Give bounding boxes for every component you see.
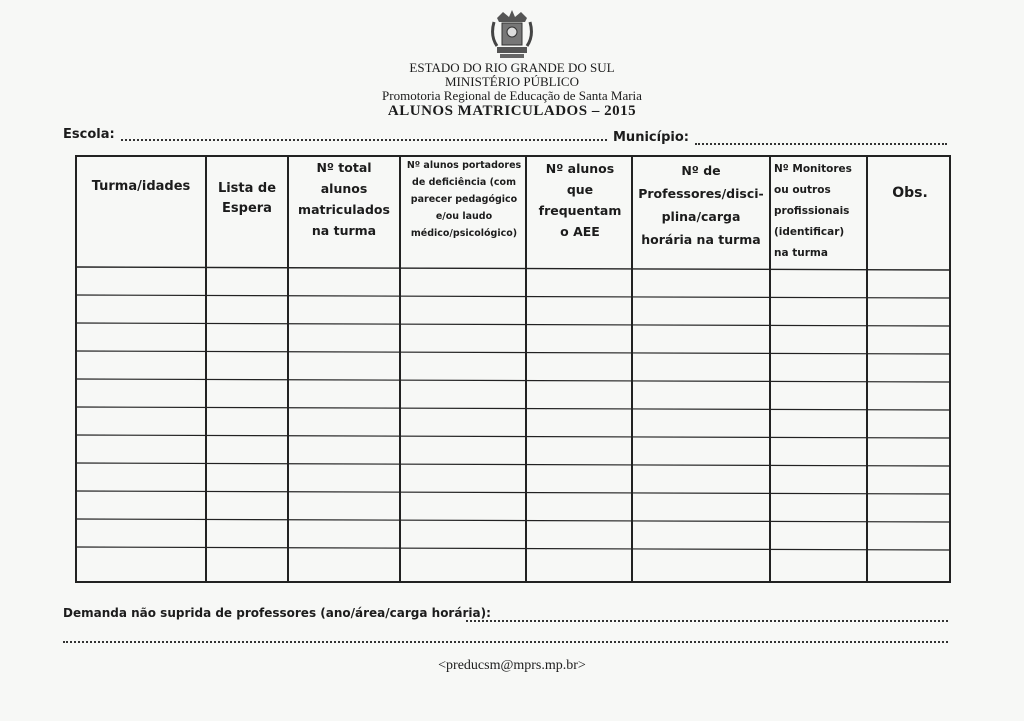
header-ministry: MINISTÉRIO PÚBLICO <box>445 74 579 89</box>
col-header-deficiencia: Nº alunos portadores de deficiência (com parecer pedagógico e/ou laudo médico/psicológico) <box>406 160 522 239</box>
municipio-label: Município: <box>613 130 689 145</box>
escola-label: Escola: <box>63 127 115 142</box>
page-title: ALUNOS MATRICULADOS – 2015 <box>387 103 637 119</box>
col-header-lista-espera: Lista de Espera <box>217 181 277 216</box>
municipio-field[interactable] <box>695 143 947 145</box>
coat-of-arms-icon <box>489 8 535 60</box>
enrollment-table <box>75 155 951 583</box>
header-promotoria: Promotoria Regional de Educação de Santa Maria <box>382 88 642 103</box>
col-header-monitores: Nº Monitores ou outros profissionais (identificar) na turma <box>774 163 852 259</box>
col-header-total-alunos: Nº total alunos matriculados na turma <box>298 160 390 238</box>
col-header-turma: Turma/idades <box>91 179 191 194</box>
col-header-professores: Nº de Professores/disci-plina/carga horária na turma <box>638 163 764 247</box>
contact-email: <preducsm@mprs.mp.br> <box>438 658 586 673</box>
escola-field[interactable] <box>121 139 607 141</box>
demanda-field-continuation[interactable] <box>63 641 948 643</box>
col-header-obs: Obs. <box>892 185 928 201</box>
header-state: ESTADO DO RIO GRANDE DO SUL <box>409 60 615 75</box>
demanda-label: Demanda não suprida de professores (ano/área/carga horária): <box>63 606 491 620</box>
demanda-field[interactable] <box>466 620 948 622</box>
col-header-aee: Nº alunos que frequentam o AEE <box>538 161 622 239</box>
